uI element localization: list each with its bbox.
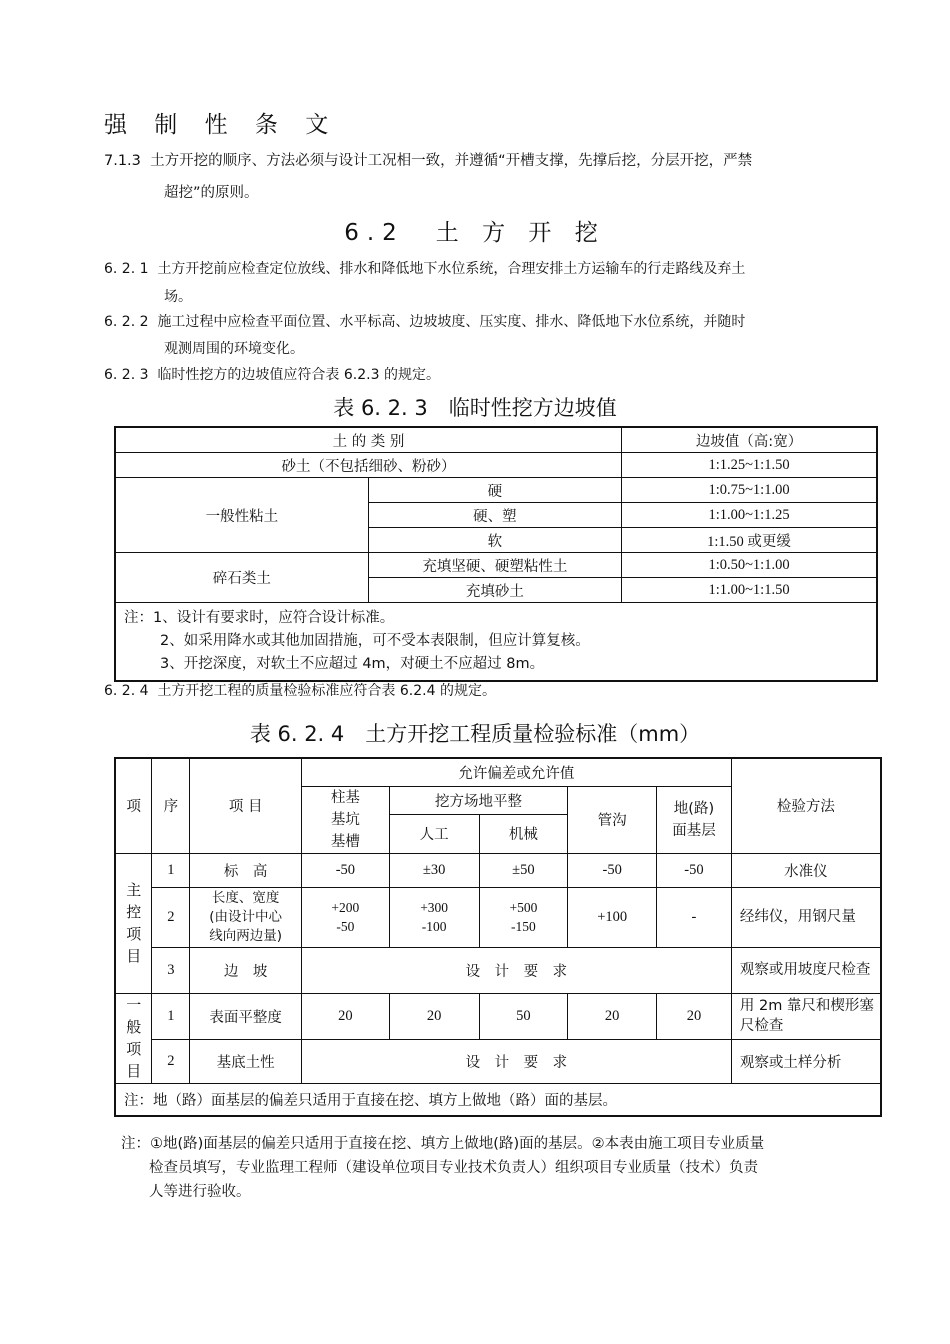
final-note	[121, 1132, 764, 1204]
row-trench: +100	[568, 887, 657, 947]
header-trench: 管沟	[568, 786, 657, 853]
row-trench: -50	[568, 853, 657, 887]
header-road-base: 地(路) 面基层	[657, 786, 732, 853]
slope-value: 1:1.00~1:1.25	[622, 503, 877, 528]
header-tolerance: 允许偏差或允许值	[301, 758, 731, 786]
row-method: 用 2m 靠尺和楔形塞尺检查	[731, 993, 881, 1039]
row-item: 标 高	[190, 853, 302, 887]
table-header-row	[115, 758, 881, 786]
clause-text-line2: 场。	[164, 289, 192, 305]
row-item: 长度、宽度 (由设计中心 线向两边量)	[190, 887, 302, 947]
row-item: 边 坡	[190, 947, 302, 993]
row-machine: +500 -150	[479, 887, 568, 947]
row-road: 20	[657, 993, 732, 1039]
table-note: 注：地（路）面基层的偏差只适用于直接在挖、填方上做地（路）面的基层。	[115, 1083, 881, 1116]
clause-number: 6. 2. 4	[104, 683, 149, 699]
table-notes-row	[115, 603, 877, 682]
row-design-requirement: 设 计 要 求	[301, 1039, 731, 1083]
header-item: 项	[115, 758, 152, 853]
table-row	[115, 853, 881, 887]
final-note-line: 人等进行验收。	[149, 1184, 251, 1200]
clause-6-2-1	[104, 254, 745, 285]
final-note-line: 注：①地(路)面基层的偏差只适用于直接在挖、填方上做地(路)面的基层。②本表由施工项目专业质量	[121, 1136, 765, 1152]
row-manual: 20	[389, 993, 479, 1039]
row-trench: 20	[568, 993, 657, 1039]
table-notes	[115, 603, 877, 682]
table-row	[115, 947, 881, 993]
table2-title: 表 6. 2. 4 土方开挖工程质量检验标准（mm）	[249, 722, 701, 746]
row-machine: ±50	[479, 853, 568, 887]
header-project: 项 目	[190, 758, 302, 853]
header-slope-value: 边坡值（高:宽）	[622, 427, 877, 453]
clause-number: 6. 2. 2	[104, 314, 149, 330]
note-line: 注：1、设计有要求时，应符合设计标准。	[124, 610, 395, 626]
soil-subtype: 硬、塑	[368, 503, 621, 528]
section-title: 6.2 土 方 开 挖	[344, 220, 606, 246]
header-site-leveling: 挖方场地平整	[389, 786, 568, 814]
table-row	[115, 553, 877, 578]
clause-text-line1: 土方开挖工程的质量检验标准应符合表 6.2.4 的规定。	[157, 683, 496, 699]
row-method: 观察或用坡度尺检查	[731, 947, 881, 993]
slope-table	[114, 426, 878, 682]
row-road: -	[657, 887, 732, 947]
slope-value: 1:1.00~1:1.50	[622, 578, 877, 603]
clause-text-line2: 超挖”的原则。	[164, 185, 259, 201]
clause-7-1-3	[104, 146, 752, 177]
table-row	[115, 453, 877, 478]
row-seq: 1	[152, 853, 190, 887]
row-seq: 1	[152, 993, 190, 1039]
soil-subtype: 软	[368, 528, 621, 553]
clause-text-line2: 观测周围的环境变化。	[164, 341, 304, 357]
row-pit: 20	[301, 993, 389, 1039]
row-machine: 50	[479, 993, 568, 1039]
row-manual: +300 -100	[389, 887, 479, 947]
clause-text-line1: 土方开挖的顺序、方法必须与设计工况相一致，并遵循“开槽支撑，先撑后挖，分层开挖，严禁	[150, 153, 753, 169]
slope-value: 1:1.25~1:1.50	[622, 453, 877, 478]
clause-text-line1: 土方开挖前应检查定位放线、排水和降低地下水位系统，合理安排土方运输车的行走路线及弃土	[157, 261, 746, 277]
table-row	[115, 887, 881, 947]
row-method: 水准仪	[731, 853, 881, 887]
slope-value: 1:1.50 或更缓	[622, 528, 877, 553]
row-item: 基底土性	[190, 1039, 302, 1083]
row-design-requirement: 设 计 要 求	[301, 947, 731, 993]
row-manual: ±30	[389, 853, 479, 887]
clause-number: 6. 2. 1	[104, 261, 149, 277]
table-row	[115, 993, 881, 1039]
header-seq: 序	[152, 758, 190, 853]
clause-text-line1: 施工过程中应检查平面位置、水平标高、边坡坡度、压实度、排水、降低地下水位系统，并随时	[157, 314, 746, 330]
header-manual: 人工	[389, 814, 479, 853]
table-row	[115, 478, 877, 503]
table-header-row	[115, 427, 877, 453]
header-method: 检验方法	[731, 758, 881, 853]
note-line: 2、如采用降水或其他加固措施，可不受本表限制，但应计算复核。	[160, 633, 590, 649]
quality-table	[114, 757, 882, 1117]
clause-6-2-4	[104, 676, 496, 707]
row-method: 观察或土样分析	[731, 1039, 881, 1083]
table-row	[115, 1039, 881, 1083]
table1-title: 表 6. 2. 3 临时性挖方边坡值	[333, 396, 617, 420]
slope-value: 1:0.50~1:1.00	[622, 553, 877, 578]
row-seq: 3	[152, 947, 190, 993]
note-line: 3、开挖深度，对软土不应超过 4m，对硬土不应超过 8m。	[160, 656, 545, 672]
soil-subtype: 充填砂土	[368, 578, 621, 603]
clause-number: 7.1.3	[104, 153, 141, 169]
header-machine: 机械	[479, 814, 568, 853]
row-road: -50	[657, 853, 732, 887]
row-seq: 2	[152, 887, 190, 947]
header-pit: 柱基 基坑 基槽	[301, 786, 389, 853]
soil-type: 砂土（不包括细砂、粉砂）	[115, 453, 622, 478]
row-pit: -50	[301, 853, 389, 887]
mandatory-heading: 强 制 性 条 文	[104, 112, 339, 138]
clause-text-line1: 临时性挖方的边坡值应符合表 6.2.3 的规定。	[157, 367, 440, 383]
soil-subtype: 充填坚硬、硬塑粘性土	[368, 553, 621, 578]
final-note-line: 检查员填写，专业监理工程师（建设单位项目专业技术负责人）组织项目专业质量（技术）负责	[149, 1160, 758, 1176]
soil-group: 一般性粘土	[115, 478, 368, 553]
main-group-label: 主 控 项 目	[115, 853, 152, 993]
header-soil-type: 土 的 类 别	[115, 427, 622, 453]
clause-6-2-3	[104, 360, 440, 391]
row-item: 表面平整度	[190, 993, 302, 1039]
row-method: 经纬仪，用钢尺量	[731, 887, 881, 947]
soil-group: 碎石类土	[115, 553, 368, 603]
row-pit: +200 -50	[301, 887, 389, 947]
row-seq: 2	[152, 1039, 190, 1083]
slope-value: 1:0.75~1:1.00	[622, 478, 877, 503]
soil-subtype: 硬	[368, 478, 621, 503]
table-notes-row	[115, 1083, 881, 1116]
general-group-label: 一 般 项 目	[115, 993, 152, 1083]
clause-number: 6. 2. 3	[104, 367, 149, 383]
